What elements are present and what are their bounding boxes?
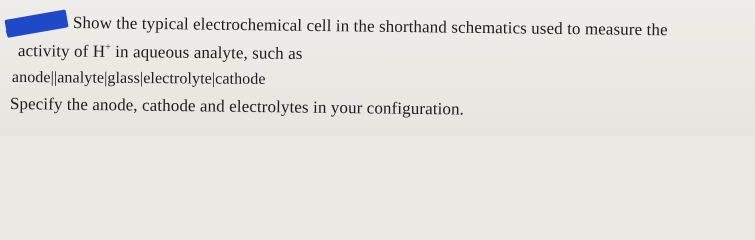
question-line-4-text: Specify the anode, cathode and electrolytes in your configuration. — [9, 94, 465, 119]
hydrogen-charge-superscript: + — [105, 41, 111, 53]
question-line-4 — [10, 95, 464, 118]
cell-notation-text: anode||analyte|glass|electrolyte|cathode — [11, 69, 266, 88]
question-line-1-text: Show the typical electrochemical cell in the shorthand schematics used to measure the — [72, 13, 668, 40]
question-line-2-suffix: in aqueous analyte, such as — [110, 41, 303, 63]
cell-notation-line — [12, 70, 266, 88]
redaction-mark — [4, 9, 68, 37]
question-line-2 — [18, 42, 303, 62]
question-line-2-prefix: activity of H — [17, 41, 106, 61]
question-line-1 — [73, 14, 668, 38]
